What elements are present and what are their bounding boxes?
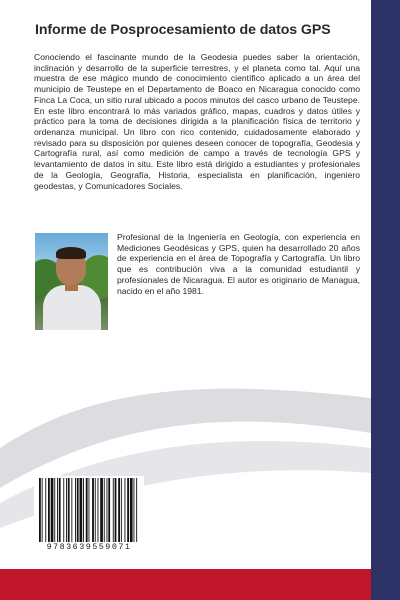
barcode-bar [130,478,133,542]
barcode-icon [37,478,139,542]
barcode-bar [39,478,41,542]
barcode-bar [100,478,103,542]
barcode-bar [118,478,120,542]
barcode-bar [57,478,58,542]
barcode-bar [71,478,72,542]
barcode-bar [86,478,88,542]
barcode-bar [98,478,99,542]
barcode-bar [42,478,43,542]
barcode-bar [108,478,110,542]
barcode-bar [89,478,90,542]
book-description: Conociendo el fascinante mundo de la Geodesia puedes saber la orientación, inclinación y desarrollo de la superficie terrestres, y el planeta como tal. Aquí una muestra de ese mágico mundo de conocimiento científico aplicado a un área del municipio de Teustepe en el Departamento de Boaco en Nicaragua conocido como Finca La Coca, un sitio rural ubicado a pocos minutos del casco urbano de Teustepe. En este libro encontrará lo más variados gráfico, mapas, cuadros y datos útiles y práctico para la toma de decisiones dirigida a la planificación física de territorio y ordenanza municipal. Un libro con rico contenido, cuidadosamente elaborado y revisado para su disposición por quienes deseen conocer de topografía, Geodesia y Cartografía rural, así como medición de campo a través de tecnología GPS y levantamiento de datos in situ. Este libro está dirigido a estudiantes y profesionales de la Geología, Geografía, Historia, especialista en planificación, ingeniero geodestas, y Comunicadores Sociales. [34,52,360,191]
isbn-number: 9783639559071 [46,542,132,552]
barcode-bar [66,478,67,542]
photo-shirt [43,285,101,330]
barcode-bar [92,478,94,542]
barcode-bar [80,478,83,542]
barcode-bar [136,478,137,542]
barcode-bar [83,478,84,542]
barcode-bar [115,478,117,542]
spine-band [371,0,400,600]
barcode-bar [121,478,122,542]
barcode-area [34,476,144,556]
barcode-bar [45,478,46,542]
barcode-bar [75,478,76,542]
book-title: Informe de Posprocesamiento de datos GPS [35,22,331,38]
bottom-red-band [0,569,371,600]
author-photo [35,233,108,330]
barcode-bar [51,478,54,542]
barcode-bar [107,478,108,542]
barcode-bar [54,478,55,542]
barcode-bar [48,478,50,542]
barcode-bar [63,478,64,542]
barcode-bar [127,478,129,542]
barcode-bar [77,478,79,542]
barcode-bar [95,478,96,542]
photo-hair [56,247,86,259]
barcode-bar [104,478,105,542]
barcode-bar [59,478,61,542]
author-bio: Profesional de la Ingeniería en Geología, con experiencia en Mediciones Geodésicas y GPS, quien ha desarrollado 20 años de experiencia en el área de Topografía y Cartografía. Un libro que es contribución viva a la comunidad estudiantil y profesionales de Nicaragua. El autor es originario de Managua, nacido en el año 1981. [117,232,360,296]
barcode-bar [125,478,126,542]
barcode-bar [68,478,70,542]
barcode-bar [113,478,114,542]
barcode-bar [134,478,135,542]
